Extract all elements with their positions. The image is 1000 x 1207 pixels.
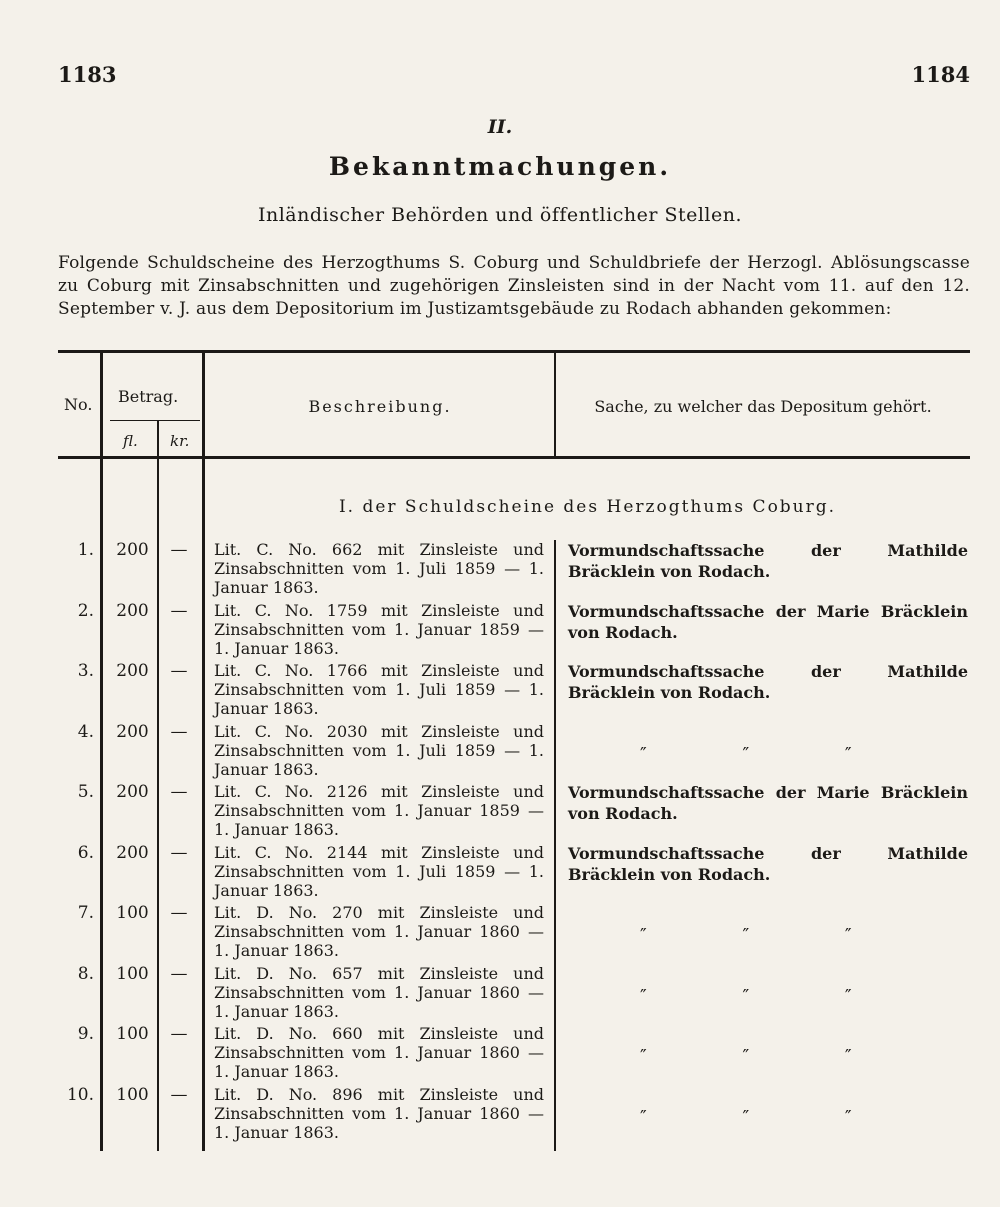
row-number: 10. xyxy=(66,1084,94,1105)
page-subtitle: Inländischer Behörden und öffentlicher Stellen. xyxy=(257,204,743,226)
row-number: 1. xyxy=(77,540,94,560)
row-sache: ″ ″ ″ xyxy=(640,1046,852,1067)
table-header-rule xyxy=(58,456,970,459)
header-beschreibung: Beschreibung. xyxy=(308,397,452,416)
row-description: Lit. D. No. 270 mit Zinsleiste und Zinsabschnitten vom 1. Januar 1860 — 1. Januar 1863. xyxy=(214,903,544,960)
page-number-left: 1183 xyxy=(58,62,117,87)
row-amount-kr: — xyxy=(170,903,188,923)
row-description: Lit. D. No. 657 mit Zinsleiste und Zinsabschnitten vom 1. Januar 1860 — 1. Januar 1863. xyxy=(214,963,544,1021)
table-row xyxy=(0,964,1000,1024)
page-number-right: 1184 xyxy=(911,62,970,87)
row-sache: Vormundschaftssache der Mathilde Bräcklein von Rodach. xyxy=(568,843,968,884)
row-amount-fl: 100 xyxy=(116,1084,149,1105)
header-kr: kr. xyxy=(170,432,190,450)
row-amount-fl: 200 xyxy=(116,721,149,742)
row-amount-kr: — xyxy=(170,540,188,560)
row-amount-fl: 200 xyxy=(116,540,149,560)
row-description: Lit. C. No. 2126 mit Zinsleiste und Zinsabschnitten vom 1. Januar 1859 — 1. Januar 1863. xyxy=(214,782,544,839)
row-amount-kr: — xyxy=(170,721,188,742)
row-description: Lit. C. No. 1759 mit Zinsleiste und Zinsabschnitten vom 1. Januar 1859 — 1. Januar 1863. xyxy=(214,600,544,658)
row-description: Lit. C. No. 2144 mit Zinsleiste und Zinsabschnitten vom 1. Juli 1859 — 1. Januar 1863. xyxy=(214,842,544,900)
row-amount-kr: — xyxy=(170,782,188,802)
row-sache: Vormundschaftssache der Mathilde Bräcklein von Rodach. xyxy=(568,541,968,581)
table-row xyxy=(0,540,1000,600)
header-sache: Sache, zu welcher das Depositum gehört. xyxy=(594,397,932,416)
row-number: 2. xyxy=(77,600,94,621)
row-amount-fl: 200 xyxy=(116,782,149,802)
table-row xyxy=(0,601,1000,661)
table-row xyxy=(0,722,1000,782)
row-sache: ″ ″ ″ xyxy=(640,1106,852,1128)
row-sache: Vormundschaftssache der Mathilde Bräcklein von Rodach. xyxy=(568,662,968,702)
row-description: Lit. D. No. 896 mit Zinsleiste und Zinsabschnitten vom 1. Januar 1860 — 1. Januar 1863. xyxy=(214,1084,544,1142)
row-number: 4. xyxy=(77,721,94,742)
row-description: Lit. D. No. 660 mit Zinsleiste und Zinsabschnitten vom 1. Januar 1860 — 1. Januar 1863. xyxy=(214,1024,544,1081)
row-sache: Vormundschaftssache der Marie Bräcklein von Rodach. xyxy=(568,783,968,823)
row-sache: Vormundschaftssache der Marie Bräcklein von Rodach. xyxy=(568,601,968,642)
intro-paragraph: Folgende Schuldscheine des Herzogthums S. Coburg und Schuldbriefe der Herzogl. Ablösungscasse zu Coburg mit Zinsabschnitten und zugehörigen Zinsleisten sind in der Nacht vom 11. auf den 12. September v. J. aus dem Depositorium im Justizamtsgebäude zu Rodach abhanden gekommen: xyxy=(58,253,970,319)
row-description: Lit. C. No. 1766 mit Zinsleiste und Zinsabschnitten vom 1. Juli 1859 — 1. Januar 1863. xyxy=(214,661,544,718)
row-sache: ″ ″ ″ xyxy=(640,743,852,765)
row-amount-kr: — xyxy=(170,661,188,681)
section-roman-numeral: II. xyxy=(487,116,513,138)
row-amount-kr: — xyxy=(170,600,188,621)
row-number: 7. xyxy=(77,903,94,923)
row-amount-fl: 200 xyxy=(116,842,149,863)
page-title: Bekanntmachungen. xyxy=(328,152,672,181)
header-betrag: Betrag. xyxy=(118,387,179,406)
row-sache: ″ ″ ″ xyxy=(640,985,852,1007)
row-number: 6. xyxy=(77,842,94,863)
row-amount-fl: 200 xyxy=(116,661,149,681)
header-fl: fl. xyxy=(123,432,138,450)
row-number: 3. xyxy=(77,661,94,681)
row-amount-kr: — xyxy=(170,963,188,984)
header-no: No. xyxy=(64,395,93,414)
row-amount-fl: 100 xyxy=(116,1024,149,1044)
row-amount-kr: — xyxy=(170,842,188,863)
row-amount-kr: — xyxy=(170,1084,188,1105)
table-row xyxy=(0,1085,1000,1145)
row-number: 5. xyxy=(77,782,94,802)
section-heading: I. der Schuldscheine des Herzogthums Coburg. xyxy=(338,497,837,517)
row-amount-fl: 100 xyxy=(116,963,149,984)
table-row xyxy=(0,661,1000,721)
betrag-subrule xyxy=(110,420,200,421)
table-row xyxy=(0,1024,1000,1084)
table-row xyxy=(0,903,1000,963)
row-description: Lit. C. No. 2030 mit Zinsleiste und Zinsabschnitten vom 1. Juli 1859 — 1. Januar 1863. xyxy=(214,721,544,779)
table-row xyxy=(0,843,1000,903)
row-number: 9. xyxy=(77,1024,94,1044)
row-number: 8. xyxy=(77,963,94,984)
row-amount-fl: 200 xyxy=(116,600,149,621)
row-amount-fl: 100 xyxy=(116,903,149,923)
row-amount-kr: — xyxy=(170,1024,188,1044)
table-top-rule xyxy=(58,350,970,353)
row-description: Lit. C. No. 662 mit Zinsleiste und Zinsabschnitten vom 1. Juli 1859 — 1. Januar 1863. xyxy=(214,540,544,597)
row-sache: ″ ″ ″ xyxy=(640,925,852,946)
table-row xyxy=(0,782,1000,842)
